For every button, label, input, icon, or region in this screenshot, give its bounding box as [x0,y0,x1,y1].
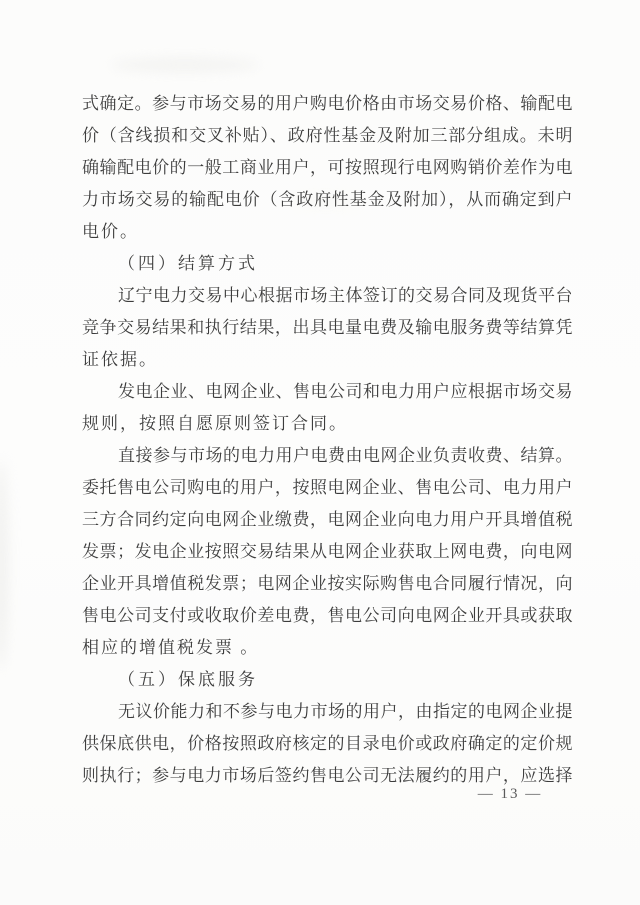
text-line: 供保底供电，价格按照政府核定的目录电价或政府确定的定价规 [82,734,573,753]
text-line: 确输配电价的一般工商业用户，可按照现行电网购销价差作为电 [82,158,573,177]
text-line: 直接参与市场的电力用户电费由电网企业负责收费、结算。 [118,446,573,465]
text-line: 无议价能力和不参与电力市场的用户，由指定的电网企业提 [118,702,573,721]
text-line: 委托售电公司购电的用户，按照电网企业、售电公司、电力用户 [82,478,573,497]
text-line: 价（含线损和交叉补贴）、政府性基金及附加三部分组成。未明 [82,126,573,145]
text-line: 则执行；参与电力市场后签约售电公司无法履约的用户，应选择 [82,766,573,785]
page-number: — 13 — [477,786,543,802]
text-line: 相应的增值税发票 。 [82,638,260,657]
text-line: 力市场交易的输配电价（含政府性基金及附加），从而确定到户 [82,190,573,209]
scan-artifact [0,460,8,670]
scan-artifact [110,58,260,72]
text-line: 证依据。 [82,350,158,369]
section-heading: （四）结算方式 [118,254,258,273]
text-line: 式确定。参与市场交易的用户购电价格由市场交易价格、输配电 [82,94,573,113]
document-body [82,88,573,792]
text-line: 发票；发电企业按照交易结果从电网企业获取上网电费，向电网 [82,542,573,561]
text-line: 规则，按照自愿原则签订合同。 [82,414,348,433]
text-line: 电价。 [82,222,139,241]
text-line: 辽宁电力交易中心根据市场主体签订的交易合同及现货平台 [118,286,573,305]
text-line: 发电企业、电网企业、售电公司和电力用户应根据市场交易 [118,382,573,401]
text-line: 售电公司支付或收取价差电费，售电公司向电网企业开具或获取 [82,606,573,625]
text-line: 竞争交易结果和执行结果，出具电量电费及输电服务费等结算凭 [82,318,573,337]
text-line: 三方合同约定向电网企业缴费，电网企业向电力用户开具增值税 [82,510,573,529]
text-line: 企业开具增值税发票；电网企业按实际购售电合同履行情况，向 [82,574,573,593]
section-heading: （五）保底服务 [118,670,258,689]
